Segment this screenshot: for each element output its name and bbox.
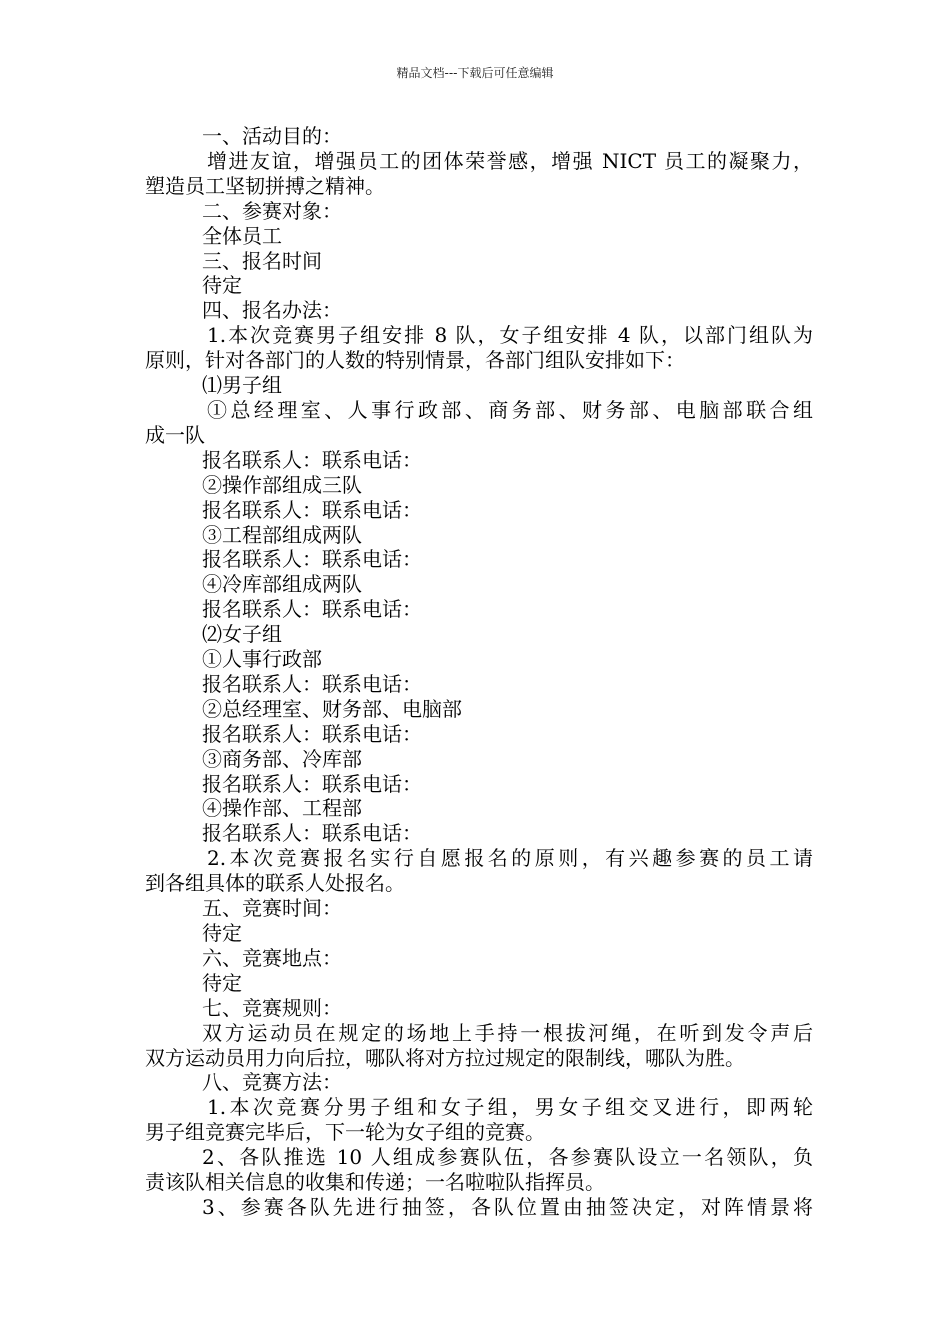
page-header: 精品文档---下载后可任意编辑 (396, 66, 554, 80)
text-line: ④操作部、工程部 (202, 796, 362, 821)
text-line: 1.本次竞赛男子组安排 8 队，女子组安排 4 队，以部门组队为 (207, 323, 813, 348)
text-line: 男子组竞赛完毕后，下一轮为女子组的竞赛。 (145, 1120, 545, 1145)
text-line: 1.本次竞赛分男子组和女子组，男女子组交叉进行，即两轮 (207, 1095, 813, 1120)
text-line: 待定 (202, 921, 242, 945)
text-line: 报名联系人：联系电话： (202, 671, 422, 696)
text-line: ②总经理室、财务部、电脑部 (202, 696, 462, 721)
text-line: ③工程部组成两队 (202, 522, 362, 547)
text-line: 报名联系人：联系电话： (202, 771, 422, 796)
text-line: ①人事行政部 (202, 647, 322, 672)
text-line: 到各组具体的联系人处报名。 (145, 871, 405, 896)
text-line: 报名联系人：联系电话： (202, 721, 422, 746)
text-line: 报名联系人：联系电话： (202, 547, 422, 572)
text-line: 双方运动员用力向后拉，哪队将对方拉过规定的限制线，哪队为胜。 (145, 1045, 745, 1070)
document-body (145, 124, 813, 1220)
text-line: ③商务部、冷库部 (202, 746, 362, 771)
text-line: ①总经理室、人事行政部、商务部、财务部、电脑部联合组 (207, 397, 813, 422)
text-line: 五、竞赛时间： (202, 896, 342, 921)
text-line: 增进友谊，增强员工的团体荣誉感，增强 NICT 员工的凝聚力， (207, 148, 813, 173)
text-line: 报名联系人：联系电话： (202, 821, 422, 846)
text-line: 报名联系人：联系电话： (202, 497, 422, 522)
text-line: ②操作部组成三队 (202, 472, 362, 497)
text-line: 报名联系人：联系电话： (202, 597, 422, 622)
text-line: 六、竞赛地点： (202, 945, 342, 970)
text-line: 责该队相关信息的收集和传递；一名啦啦队指挥员。 (145, 1170, 605, 1195)
text-line: 四、报名办法： (202, 298, 342, 323)
text-line: 双方运动员在规定的场地上手持一根拔河绳，在听到发令声后 (202, 1020, 813, 1045)
text-line: 三、报名时间 (202, 248, 322, 273)
text-line: ⑴男子组 (202, 373, 282, 398)
text-line: 八、竞赛方法： (202, 1070, 342, 1095)
text-line: 七、竞赛规则： (202, 995, 342, 1020)
text-line: 2、各队推选 10 人组成参赛队伍，各参赛队设立一名领队，负 (202, 1145, 813, 1170)
text-line: ⑵女子组 (202, 622, 282, 647)
text-line: ④冷库部组成两队 (202, 572, 362, 597)
text-line: 2.本次竞赛报名实行自愿报名的原则，有兴趣参赛的员工请 (207, 846, 813, 871)
text-line: 待定 (202, 970, 242, 995)
text-line: 一、活动目的： (202, 124, 342, 148)
text-line: 原则，针对各部门的人数的特别情景，各部门组队安排如下： (145, 348, 685, 373)
text-line: 成一队 (145, 422, 205, 447)
text-line: 3、参赛各队先进行抽签，各队位置由抽签决定，对阵情景将 (202, 1194, 813, 1219)
text-line: 全体员工 (202, 223, 282, 248)
text-line: 待定 (202, 273, 242, 298)
text-line: 报名联系人：联系电话： (202, 447, 422, 472)
text-line: 塑造员工坚韧拼搏之精神。 (145, 173, 385, 198)
text-line: 二、参赛对象： (202, 198, 342, 223)
